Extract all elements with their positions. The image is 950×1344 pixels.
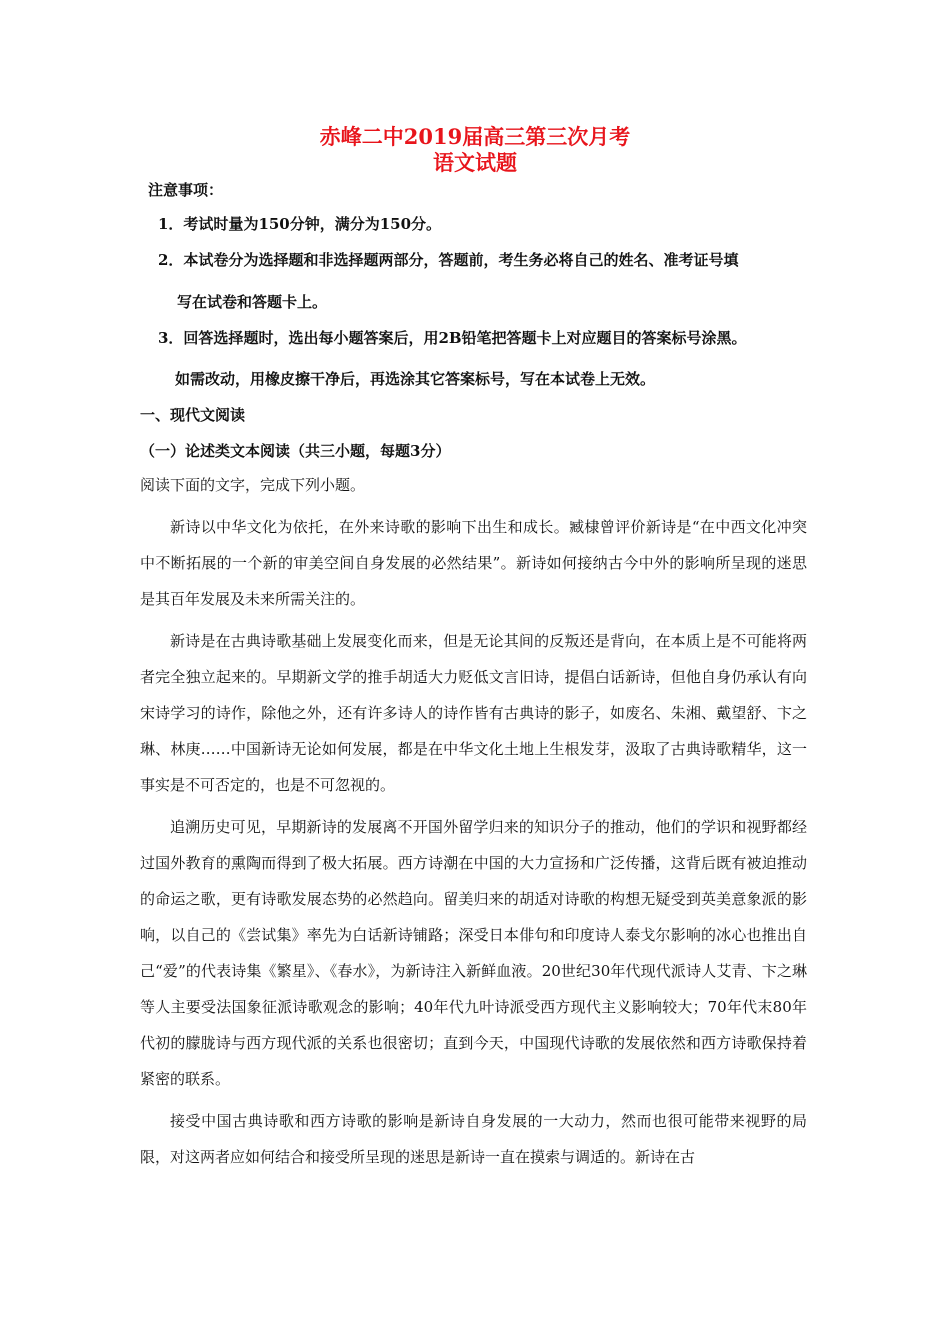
passage-paragraph: 新诗是在古典诗歌基础上发展变化而来，但是无论其间的反叛还是背向，在本质上是不可能将两者完全独立起来的。早期新文学的推手胡适大力贬低文言旧诗，提倡白话新诗，但他自身仍承认有向宋诗学习的诗作，除他之外，还有许多诗人的诗作皆有古典诗的影子，如废名、朱湘、戴望舒、卞之琳、林庚……中国新诗无论如何发展，都是在中华文化土地上生根发芽，汲取了古典诗歌精华，这一事实是不可否定的，也是不可忽视的。 <box>140 632 807 794</box>
notice-item-2-line2: 写在试卷和答题卡上。 <box>177 293 328 311</box>
notice-item-2-line1: 2．本试卷分为选择题和非选择题两部分，答题前，考生务必将自己的姓名、准考证号填 <box>158 251 739 269</box>
exam-subtitle: 语文试题 <box>433 150 517 175</box>
subsection-heading: （一）论述类文本阅读（共三小题，每题3分） <box>140 442 451 460</box>
reading-passage <box>140 509 807 1181</box>
notice-item-3-line1: 3．回答选择题时，选出每小题答案后，用2B铅笔把答题卡上对应题目的答案标号涂黑。 <box>158 329 747 347</box>
passage-paragraph: 接受中国古典诗歌和西方诗歌的影响是新诗自身发展的一大动力，然而也很可能带来视野的局限，对这两者应如何结合和接受所呈现的迷思是新诗一直在摸索与调适的。新诗在古 <box>140 1112 807 1166</box>
section-heading: 一、现代文阅读 <box>140 406 246 424</box>
exam-title: 赤峰二中2019届高三第三次月考 <box>319 124 631 149</box>
notice-item-1: 1．考试时量为150分钟，满分为150分。 <box>158 215 442 233</box>
notice-item-3-line2: 如需改动，用橡皮擦干净后，再选涂其它答案标号，写在本试卷上无效。 <box>175 370 656 388</box>
reading-instruction: 阅读下面的文字，完成下列小题。 <box>140 476 366 494</box>
passage-paragraph: 新诗以中华文化为依托，在外来诗歌的影响下出生和成长。臧棣曾评价新诗是“在中西文化冲突中不断拓展的一个新的审美空间自身发展的必然结果”。新诗如何接纳古今中外的影响所呈现的迷思是其百年发展及未来所需关注的。 <box>140 518 807 608</box>
passage-paragraph: 追溯历史可见，早期新诗的发展离不开国外留学归来的知识分子的推动，他们的学识和视野都经过国外教育的熏陶而得到了极大拓展。西方诗潮在中国的大力宣扬和广泛传播，这背后既有被迫推动的命运之歌，更有诗歌发展态势的必然趋向。留美归来的胡适对诗歌的构想无疑受到英美意象派的影响，以自己的《尝试集》率先为白话新诗铺路；深受日本俳句和印度诗人泰戈尔影响的冰心也推出自己“爱”的代表诗集《繁星》、《春水》，为新诗注入新鲜血液。20世纪30年代现代派诗人艾青、卞之琳等人主要受法国象征派诗歌观念的影响；40年代九叶诗派受西方现代主义影响较大；70年代末80年代初的朦胧诗与西方现代派的关系也很密切；直到今天，中国现代诗歌的发展依然和西方诗歌保持着紧密的联系。 <box>140 818 807 1088</box>
notice-heading: 注意事项： <box>148 181 224 199</box>
